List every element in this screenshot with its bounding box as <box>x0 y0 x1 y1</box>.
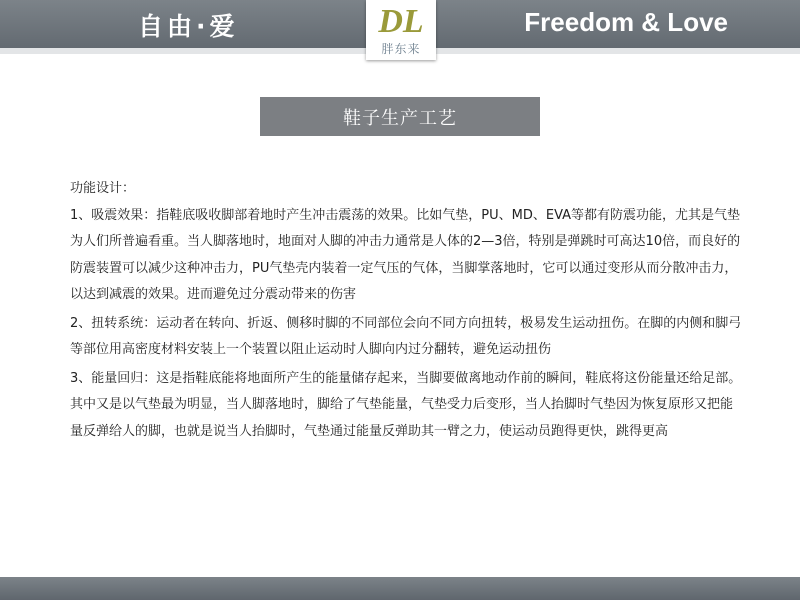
footer-bar <box>0 577 800 600</box>
content-body <box>70 176 742 445</box>
brand-logo <box>366 0 436 60</box>
header-right-text: Freedom & Love <box>524 7 728 37</box>
content-item-3: 3、能量回归：这是指鞋底能将地面所产生的能量储存起来，当脚要做离地动作前的瞬间，鞋底将这份能量还给足部。其中又是以气垫最为明显，当人脚落地时，脚给了气垫能量，气垫受力后变形，当人抬脚时气垫因为恢复原形又把能量反弹给人的脚，也就是说当人抬脚时，气垫通过能量反弹助其一臂之力，使运动员跑得更快，跳得更高 <box>70 370 742 439</box>
content-item-2: 2、扭转系统：运动者在转向、折返、侧移时脚的不同部位会向不同方向扭转，极易发生运动扭伤。在脚的内侧和脚弓等部位用高密度材料安装上一个装置以阻止运动时人脚向内过分翻转，避免运动扭伤 <box>70 315 742 357</box>
content-item-1: 1、吸震效果：指鞋底吸收脚部着地时产生冲击震荡的效果。比如气垫，PU、MD、EVA等都有防震功能，尤其是气垫为人们所普遍看重。当人脚落地时，地面对人脚的冲击力通常是人体的2—3倍，特别是弹跳时可高达10倍，而良好的防震装置可以减少这种冲击力，PU气垫壳内装着一定气压的气体，当脚掌落地时，它可以通过变形从而分散冲击力，以达到减震的效果。进而避免过分震动带来的伤害 <box>70 207 741 302</box>
slide-title: 鞋子生产工艺 <box>260 97 540 136</box>
header-left-text: 自由·爱 <box>138 12 239 41</box>
logo-mark: DL <box>378 3 424 40</box>
content-heading: 功能设计： <box>70 181 136 196</box>
logo-brand-name: 胖东来 <box>381 42 421 56</box>
